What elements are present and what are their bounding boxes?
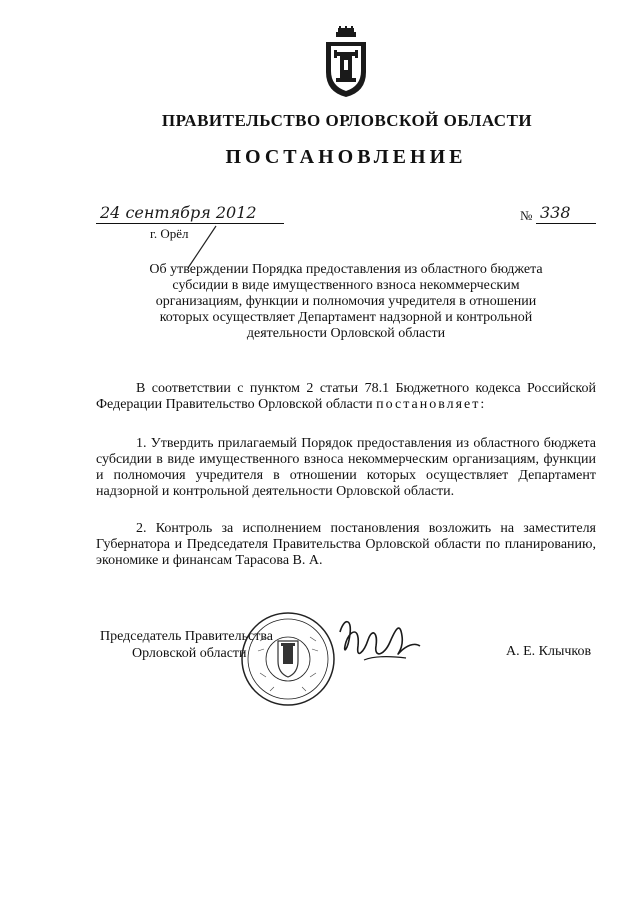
coat-of-arms-icon	[322, 26, 370, 98]
signer-name: А. Е. Клычков	[506, 644, 592, 659]
handwritten-number: 338	[540, 203, 571, 222]
signer-position-line1: Председатель Правительства	[100, 629, 273, 644]
document-subject: Об утверждении Порядка предоставления из областного бюджета субсидии в виде имущественного взноса некоммерческим организациям, функции и полномочия учредителя в отношении которых осуществляет Департамент надзорной и контрольной деятельности Орловской области	[149, 262, 543, 341]
official-seal-icon	[240, 611, 336, 707]
decree-word: постановляет:	[376, 397, 487, 412]
number-label: №	[520, 208, 533, 223]
item-2-paragraph: 2. Контроль за исполнением постановления возложить на заместителя Губернатора и Председателя Правительства Орловской области по планированию, экономике и финансам Тарасова В. А.	[96, 521, 596, 568]
preamble-paragraph	[96, 381, 596, 413]
handwritten-signature	[334, 612, 424, 668]
preamble-text: В соответствии с пунктом 2 статьи 78.1 Бюджетного кодекса Российской Федерации Правительство Орловской области	[96, 381, 596, 412]
number-underline	[536, 223, 596, 224]
city-label: г. Орёл	[150, 226, 189, 241]
item-1-paragraph: 1. Утвердить прилагаемый Порядок предоставления из областного бюджета субсидии в виде имущественного взноса некоммерческим организациям, функции и полномочия учредителя в отношении которых осуществляет Департамент надзорной и контрольной деятельности Орловской области.	[96, 436, 596, 499]
organization-title: ПРАВИТЕЛЬСТВО ОРЛОВСКОЙ ОБЛАСТИ	[161, 111, 533, 130]
document-type-title: ПОСТАНОВЛЕНИЕ	[225, 146, 467, 168]
handwritten-date: 24 сентября 2012	[100, 203, 257, 222]
signer-position-line2: Орловской области	[132, 646, 247, 661]
